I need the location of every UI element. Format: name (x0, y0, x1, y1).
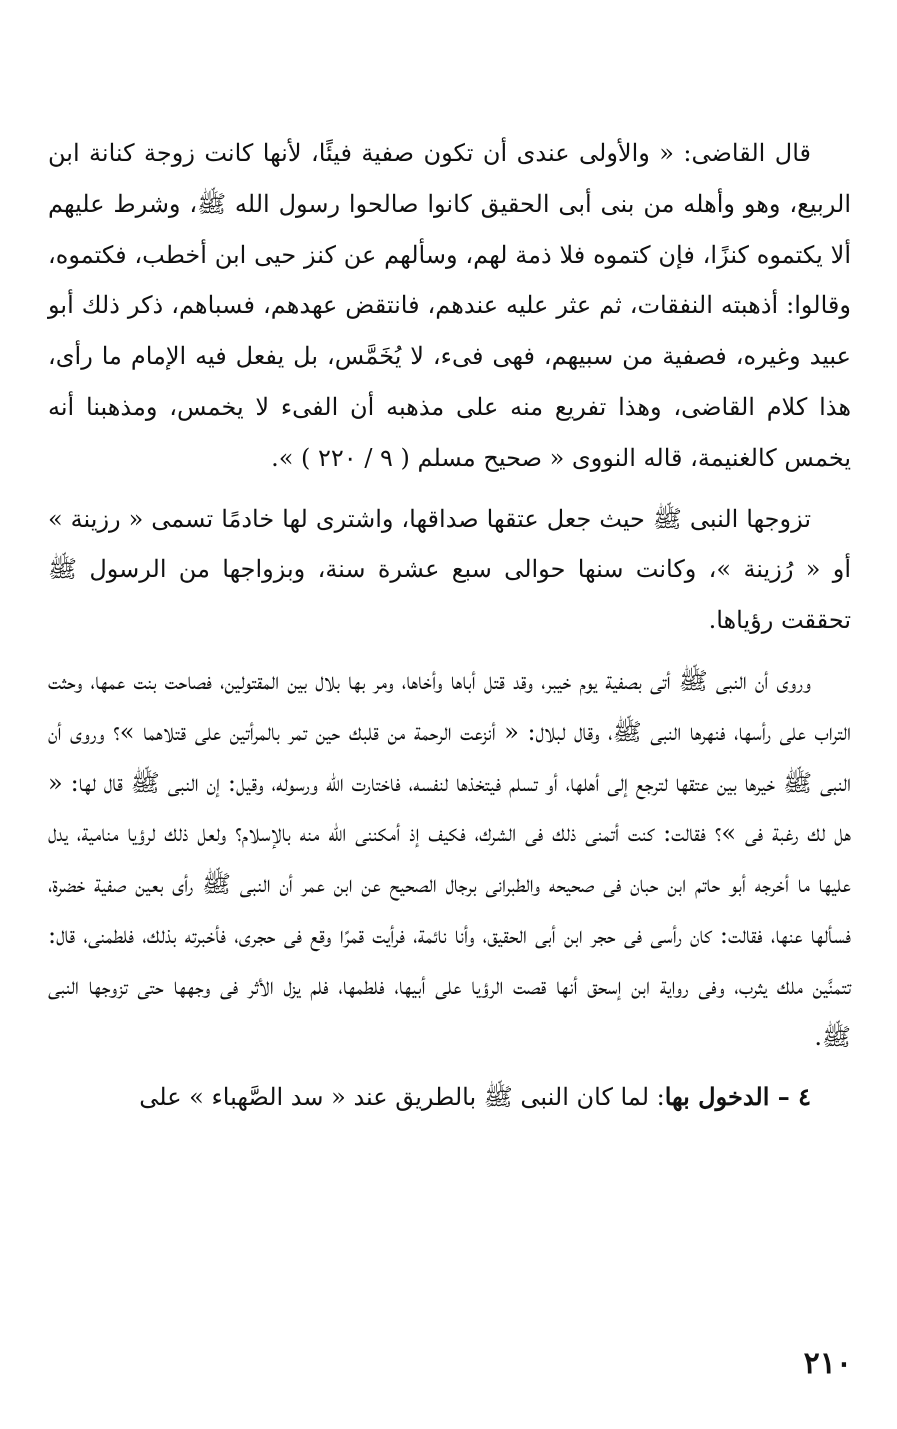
paragraph-qadi-quote: قال القاضى: « والأولى عندى أن تكون صفية فيئًا، لأنها كانت زوجة كنانة ابن الربيع، وهو وأهله من بنى أبى الحقيق كانوا صالحوا رسول الله ﷺ، وشرط عليهم ألا يكتموه كنزًا، فإن كتموه فلا ذمة لهم، وسألهم عن كنز حيى ابن أخطب، فكتموه، وقالوا: أذهبته النفقات، ثم عثر عليه عندهم، فانتقض عهدهم، فسباهم، ذكر ذلك أبو عبيد وغيره، فصفية من سبيهم، فهى فىء، لا يُخَمَّس، بل يفعل فيه الإمام ما رأى، هذا كلام القاضى، وهذا تفريع منه على مذهبه أن الفىء لا يخمس، ومذهبنا أنه يخمس كالغنيمة، قاله النووى « صحيح مسلم ( ٩ / ٢٢٠ ) ». (48, 139, 851, 472)
page-number: ٢١٠ (803, 1346, 852, 1381)
paragraph-narration: وروى أن النبى ﷺ أتى بصفية يوم خيبر، وقد قتل أباها وأخاها، ومر بها بلال بين المقتولين، فصاحت بنت عمها، وحثت التراب على رأسها، فنهرها النبى ﷺ، وقال لبلال: « أنزعت الرحمة من قلبك حين تمر بالمرأتين على قتلاهما »؟ وروى أن النبى ﷺ خيرها بين عتقها لترجع إلى أهلها، أو تسلم فيتخذها لنفسه، فاختارت الله ورسوله، وقيل: إن النبى ﷺ قال لها: « هل لك رغبة فى »؟ فقالت: كنت أتمنى ذلك فى الشرك، فكيف إذ أمكننى الله منه بالإسلام؟ ولعل ذلك لرؤيا منامية، يدل عليها ما أخرجه أبو حاتم ابن حبان فى صحيحه والطبرانى برجال الصحيح عن ابن عمر أن النبى ﷺ رأى بعين صفية خضرة، فسألها عنها، فقالت: كان رأسى فى حجر ابن أبى الحقيق، وأنا نائمة، فرأيت قمرًا وقع فى حجرى، فأخبرته بذلك، فلطمنى، قال: تتمنَّين ملك يثرب، وفى رواية ابن إسحق أنها قصت الرؤيا على أبيها، فلطمها، فلم يزل الأثر فى وجهها حتى تزوجها النبى ﷺ. (48, 666, 852, 1051)
paragraph-marriage: تزوجها النبى ﷺ حيث جعل عتقها صداقها، واشترى لها خادمًا تسمى « رزينة » أو « رُزينة »، وكانت سنها حوالى سبع عشرة سنة، وبزواجها من الرسول ﷺ تحققت رؤياها. (48, 504, 852, 635)
section-text: : لما كان النبى ﷺ بالطريق عند « سد الصَّهباء » على (139, 1083, 665, 1112)
document-body (48, 128, 851, 1123)
section-heading: ٤ – الدخول بها (664, 1082, 811, 1112)
paragraph-consummation (48, 1072, 851, 1123)
